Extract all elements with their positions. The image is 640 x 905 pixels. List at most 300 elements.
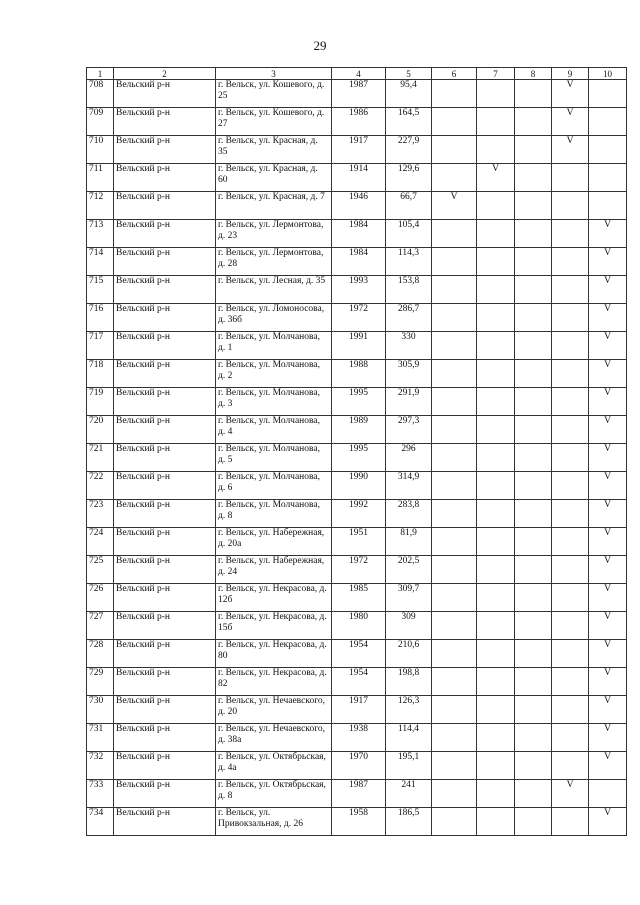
address-cell: г. Вельск, ул. Красная, д. 7 — [216, 192, 332, 220]
row-number-cell: 733 — [87, 780, 114, 808]
year-cell: 1984 — [332, 248, 386, 276]
address-cell: г. Вельск, ул. Ломоносова, д. 36б — [216, 304, 332, 332]
table-row — [87, 164, 627, 192]
mark-cell-col10 — [589, 108, 627, 136]
mark-cell-col8 — [515, 696, 552, 724]
row-number-cell: 716 — [87, 304, 114, 332]
year-cell: 1989 — [332, 416, 386, 444]
row-number-cell: 710 — [87, 136, 114, 164]
column-number-header: 8 — [515, 68, 552, 80]
mark-cell-col9: V — [552, 136, 589, 164]
year-cell: 1986 — [332, 108, 386, 136]
mark-cell-col9 — [552, 444, 589, 472]
mark-cell-col6 — [432, 416, 477, 444]
area-cell: 330 — [386, 332, 432, 360]
mark-cell-col9 — [552, 808, 589, 836]
mark-cell-col9 — [552, 220, 589, 248]
area-cell: 198,8 — [386, 668, 432, 696]
mark-cell-col6 — [432, 640, 477, 668]
mark-cell-col7: V — [477, 164, 515, 192]
year-cell: 1987 — [332, 80, 386, 108]
column-number-header: 4 — [332, 68, 386, 80]
district-cell: Вельский р-н — [114, 416, 216, 444]
mark-cell-col10 — [589, 164, 627, 192]
mark-cell-col9: V — [552, 108, 589, 136]
mark-cell-col10: V — [589, 444, 627, 472]
address-cell: г. Вельск, ул. Лесная, д. 35 — [216, 276, 332, 304]
table-row — [87, 136, 627, 164]
mark-cell-col10: V — [589, 556, 627, 584]
row-number-cell: 734 — [87, 808, 114, 836]
row-number-cell: 714 — [87, 248, 114, 276]
mark-cell-col9 — [552, 584, 589, 612]
district-cell: Вельский р-н — [114, 472, 216, 500]
mark-cell-col8 — [515, 752, 552, 780]
mark-cell-col10: V — [589, 584, 627, 612]
row-number-cell: 719 — [87, 388, 114, 416]
mark-cell-col6 — [432, 472, 477, 500]
row-number-cell: 721 — [87, 444, 114, 472]
row-number-cell: 712 — [87, 192, 114, 220]
mark-cell-col8 — [515, 584, 552, 612]
area-cell: 241 — [386, 780, 432, 808]
year-cell: 1995 — [332, 388, 386, 416]
table-row — [87, 668, 627, 696]
row-number-cell: 718 — [87, 360, 114, 388]
mark-cell-col7 — [477, 500, 515, 528]
mark-cell-col9 — [552, 164, 589, 192]
area-cell: 297,3 — [386, 416, 432, 444]
address-cell: г. Вельск, ул. Красная, д. 60 — [216, 164, 332, 192]
mark-cell-col8 — [515, 388, 552, 416]
mark-cell-col7 — [477, 136, 515, 164]
mark-cell-col7 — [477, 248, 515, 276]
row-number-cell: 730 — [87, 696, 114, 724]
mark-cell-col8 — [515, 444, 552, 472]
year-cell: 1972 — [332, 556, 386, 584]
mark-cell-col8 — [515, 136, 552, 164]
table-row — [87, 808, 627, 836]
year-cell: 1990 — [332, 472, 386, 500]
table-row — [87, 80, 627, 108]
mark-cell-col7 — [477, 304, 515, 332]
mark-cell-col7 — [477, 192, 515, 220]
address-cell: г. Вельск, ул. Кошевого, д. 25 — [216, 80, 332, 108]
mark-cell-col7 — [477, 724, 515, 752]
mark-cell-col8 — [515, 304, 552, 332]
mark-cell-col8 — [515, 612, 552, 640]
year-cell: 1984 — [332, 220, 386, 248]
mark-cell-col7 — [477, 640, 515, 668]
mark-cell-col7 — [477, 472, 515, 500]
table-row — [87, 612, 627, 640]
year-cell: 1938 — [332, 724, 386, 752]
mark-cell-col8 — [515, 780, 552, 808]
row-number-cell: 713 — [87, 220, 114, 248]
address-cell: г. Вельск, ул. Молчанова, д. 3 — [216, 388, 332, 416]
mark-cell-col9 — [552, 640, 589, 668]
year-cell: 1917 — [332, 696, 386, 724]
district-cell: Вельский р-н — [114, 164, 216, 192]
address-cell: г. Вельск, ул. Молчанова, д. 2 — [216, 360, 332, 388]
address-cell: г. Вельск, ул. Молчанова, д. 5 — [216, 444, 332, 472]
table-row — [87, 444, 627, 472]
table-row — [87, 724, 627, 752]
address-cell: г. Вельск, ул. Некрасова, д. 15б — [216, 612, 332, 640]
year-cell: 1951 — [332, 528, 386, 556]
district-cell: Вельский р-н — [114, 108, 216, 136]
row-number-cell: 708 — [87, 80, 114, 108]
mark-cell-col10: V — [589, 612, 627, 640]
table-row — [87, 108, 627, 136]
address-cell: г. Вельск, ул. Лермонтова, д. 28 — [216, 248, 332, 276]
address-cell: г. Вельск, ул. Молчанова, д. 8 — [216, 500, 332, 528]
year-cell: 1993 — [332, 276, 386, 304]
area-cell: 81,9 — [386, 528, 432, 556]
mark-cell-col10: V — [589, 332, 627, 360]
area-cell: 105,4 — [386, 220, 432, 248]
mark-cell-col6 — [432, 556, 477, 584]
address-cell: г. Вельск, ул. Октябрьская, д. 8 — [216, 780, 332, 808]
address-cell: г. Вельск, ул. Молчанова, д. 1 — [216, 332, 332, 360]
mark-cell-col8 — [515, 668, 552, 696]
table-row — [87, 192, 627, 220]
district-cell: Вельский р-н — [114, 220, 216, 248]
year-cell: 1954 — [332, 668, 386, 696]
row-number-cell: 728 — [87, 640, 114, 668]
mark-cell-col10: V — [589, 220, 627, 248]
district-cell: Вельский р-н — [114, 696, 216, 724]
mark-cell-col10: V — [589, 360, 627, 388]
mark-cell-col7 — [477, 276, 515, 304]
mark-cell-col9 — [552, 556, 589, 584]
column-number-header: 9 — [552, 68, 589, 80]
row-number-cell: 731 — [87, 724, 114, 752]
area-cell: 291,9 — [386, 388, 432, 416]
mark-cell-col7 — [477, 752, 515, 780]
row-number-cell: 720 — [87, 416, 114, 444]
mark-cell-col7 — [477, 332, 515, 360]
page-number: 29 — [313, 38, 327, 53]
mark-cell-col8 — [515, 808, 552, 836]
table-row — [87, 584, 627, 612]
mark-cell-col6 — [432, 80, 477, 108]
mark-cell-col10: V — [589, 248, 627, 276]
mark-cell-col7 — [477, 556, 515, 584]
mark-cell-col6: V — [432, 192, 477, 220]
year-cell: 1980 — [332, 612, 386, 640]
mark-cell-col7 — [477, 808, 515, 836]
district-cell: Вельский р-н — [114, 304, 216, 332]
area-cell: 129,6 — [386, 164, 432, 192]
mark-cell-col6 — [432, 444, 477, 472]
district-cell: Вельский р-н — [114, 752, 216, 780]
table-row — [87, 276, 627, 304]
mark-cell-col8 — [515, 220, 552, 248]
mark-cell-col9 — [552, 360, 589, 388]
mark-cell-col6 — [432, 276, 477, 304]
district-cell: Вельский р-н — [114, 444, 216, 472]
area-cell: 114,4 — [386, 724, 432, 752]
column-number-header: 3 — [216, 68, 332, 80]
address-cell: г. Вельск, ул. Привокзальная, д. 26 — [216, 808, 332, 836]
year-cell: 1987 — [332, 780, 386, 808]
row-number-cell: 724 — [87, 528, 114, 556]
mark-cell-col8 — [515, 360, 552, 388]
mark-cell-col10: V — [589, 696, 627, 724]
mark-cell-col8 — [515, 108, 552, 136]
mark-cell-col8 — [515, 192, 552, 220]
address-cell: г. Вельск, ул. Молчанова, д. 6 — [216, 472, 332, 500]
table-row — [87, 500, 627, 528]
mark-cell-col6 — [432, 612, 477, 640]
mark-cell-col9 — [552, 248, 589, 276]
mark-cell-col9 — [552, 668, 589, 696]
area-cell: 186,5 — [386, 808, 432, 836]
row-number-cell: 727 — [87, 612, 114, 640]
area-cell: 305,9 — [386, 360, 432, 388]
area-cell: 126,3 — [386, 696, 432, 724]
mark-cell-col6 — [432, 360, 477, 388]
table-row — [87, 752, 627, 780]
mark-cell-col9 — [552, 696, 589, 724]
address-cell: г. Вельск, ул. Нечаевского, д. 20 — [216, 696, 332, 724]
year-cell: 1991 — [332, 332, 386, 360]
district-cell: Вельский р-н — [114, 276, 216, 304]
mark-cell-col6 — [432, 332, 477, 360]
mark-cell-col7 — [477, 584, 515, 612]
row-number-cell: 709 — [87, 108, 114, 136]
district-cell: Вельский р-н — [114, 528, 216, 556]
mark-cell-col9 — [552, 332, 589, 360]
year-cell: 1946 — [332, 192, 386, 220]
address-cell: г. Вельск, ул. Октябрьская, д. 4а — [216, 752, 332, 780]
mark-cell-col8 — [515, 164, 552, 192]
mark-cell-col9 — [552, 612, 589, 640]
mark-cell-col6 — [432, 808, 477, 836]
district-cell: Вельский р-н — [114, 724, 216, 752]
mark-cell-col8 — [515, 80, 552, 108]
address-cell: г. Вельск, ул. Лермонтова, д. 23 — [216, 220, 332, 248]
mark-cell-col10: V — [589, 640, 627, 668]
mark-cell-col9 — [552, 724, 589, 752]
table-row — [87, 640, 627, 668]
table-row — [87, 696, 627, 724]
district-cell: Вельский р-н — [114, 332, 216, 360]
mark-cell-col10 — [589, 192, 627, 220]
mark-cell-col8 — [515, 472, 552, 500]
district-cell: Вельский р-н — [114, 136, 216, 164]
area-cell: 314,9 — [386, 472, 432, 500]
table-row — [87, 360, 627, 388]
district-cell: Вельский р-н — [114, 360, 216, 388]
address-cell: г. Вельск, ул. Некрасова, д. 82 — [216, 668, 332, 696]
mark-cell-col7 — [477, 528, 515, 556]
row-number-cell: 717 — [87, 332, 114, 360]
mark-cell-col6 — [432, 248, 477, 276]
table-row — [87, 304, 627, 332]
column-number-row — [87, 68, 627, 80]
column-number-header: 7 — [477, 68, 515, 80]
mark-cell-col8 — [515, 248, 552, 276]
mark-cell-col10: V — [589, 500, 627, 528]
mark-cell-col6 — [432, 164, 477, 192]
mark-cell-col9 — [552, 472, 589, 500]
row-number-cell: 725 — [87, 556, 114, 584]
area-cell: 283,8 — [386, 500, 432, 528]
district-cell: Вельский р-н — [114, 640, 216, 668]
mark-cell-col9 — [552, 500, 589, 528]
year-cell: 1914 — [332, 164, 386, 192]
address-cell: г. Вельск, ул. Некрасова, д. 12б — [216, 584, 332, 612]
mark-cell-col8 — [515, 528, 552, 556]
mark-cell-col8 — [515, 416, 552, 444]
mark-cell-col6 — [432, 724, 477, 752]
address-cell: г. Вельск, ул. Набережная, д. 24 — [216, 556, 332, 584]
year-cell: 1958 — [332, 808, 386, 836]
mark-cell-col9 — [552, 192, 589, 220]
mark-cell-col7 — [477, 360, 515, 388]
district-cell: Вельский р-н — [114, 780, 216, 808]
mark-cell-col8 — [515, 500, 552, 528]
year-cell: 1954 — [332, 640, 386, 668]
mark-cell-col6 — [432, 108, 477, 136]
address-cell: г. Вельск, ул. Кошевого, д. 27 — [216, 108, 332, 136]
address-cell: г. Вельск, ул. Нечаевского, д. 38а — [216, 724, 332, 752]
mark-cell-col7 — [477, 388, 515, 416]
area-cell: 66,7 — [386, 192, 432, 220]
mark-cell-col7 — [477, 612, 515, 640]
table-row — [87, 472, 627, 500]
table-body — [87, 80, 627, 836]
mark-cell-col6 — [432, 780, 477, 808]
table-row — [87, 556, 627, 584]
table-row — [87, 416, 627, 444]
mark-cell-col7 — [477, 780, 515, 808]
district-cell: Вельский р-н — [114, 248, 216, 276]
row-number-cell: 732 — [87, 752, 114, 780]
mark-cell-col10 — [589, 780, 627, 808]
year-cell: 1985 — [332, 584, 386, 612]
mark-cell-col10: V — [589, 752, 627, 780]
mark-cell-col6 — [432, 752, 477, 780]
mark-cell-col6 — [432, 500, 477, 528]
mark-cell-col10: V — [589, 472, 627, 500]
address-cell: г. Вельск, ул. Молчанова, д. 4 — [216, 416, 332, 444]
mark-cell-col9 — [552, 304, 589, 332]
registry-table — [86, 67, 627, 836]
mark-cell-col10: V — [589, 416, 627, 444]
mark-cell-col8 — [515, 332, 552, 360]
district-cell: Вельский р-н — [114, 192, 216, 220]
mark-cell-col7 — [477, 668, 515, 696]
district-cell: Вельский р-н — [114, 668, 216, 696]
row-number-cell: 726 — [87, 584, 114, 612]
mark-cell-col9 — [552, 416, 589, 444]
mark-cell-col10: V — [589, 388, 627, 416]
column-number-header: 10 — [589, 68, 627, 80]
mark-cell-col9 — [552, 276, 589, 304]
mark-cell-col10: V — [589, 304, 627, 332]
row-number-cell: 722 — [87, 472, 114, 500]
mark-cell-col8 — [515, 640, 552, 668]
mark-cell-col10: V — [589, 528, 627, 556]
area-cell: 95,4 — [386, 80, 432, 108]
mark-cell-col7 — [477, 80, 515, 108]
column-number-header: 6 — [432, 68, 477, 80]
mark-cell-col9 — [552, 528, 589, 556]
column-number-header: 2 — [114, 68, 216, 80]
mark-cell-col9: V — [552, 780, 589, 808]
mark-cell-col6 — [432, 584, 477, 612]
district-cell: Вельский р-н — [114, 80, 216, 108]
district-cell: Вельский р-н — [114, 584, 216, 612]
area-cell: 309,7 — [386, 584, 432, 612]
district-cell: Вельский р-н — [114, 388, 216, 416]
mark-cell-col6 — [432, 220, 477, 248]
mark-cell-col8 — [515, 724, 552, 752]
address-cell: г. Вельск, ул. Набережная, д. 20а — [216, 528, 332, 556]
table-row — [87, 388, 627, 416]
area-cell: 114,3 — [386, 248, 432, 276]
table-row — [87, 220, 627, 248]
area-cell: 202,5 — [386, 556, 432, 584]
mark-cell-col7 — [477, 444, 515, 472]
mark-cell-col8 — [515, 276, 552, 304]
area-cell: 309 — [386, 612, 432, 640]
year-cell: 1992 — [332, 500, 386, 528]
mark-cell-col6 — [432, 696, 477, 724]
row-number-cell: 723 — [87, 500, 114, 528]
mark-cell-col10 — [589, 136, 627, 164]
mark-cell-col8 — [515, 556, 552, 584]
district-cell: Вельский р-н — [114, 500, 216, 528]
mark-cell-col7 — [477, 108, 515, 136]
mark-cell-col10: V — [589, 808, 627, 836]
column-number-header: 5 — [386, 68, 432, 80]
table-row — [87, 528, 627, 556]
area-cell: 164,5 — [386, 108, 432, 136]
district-cell: Вельский р-н — [114, 612, 216, 640]
mark-cell-col10: V — [589, 668, 627, 696]
mark-cell-col7 — [477, 220, 515, 248]
mark-cell-col7 — [477, 416, 515, 444]
mark-cell-col10: V — [589, 724, 627, 752]
area-cell: 286,7 — [386, 304, 432, 332]
mark-cell-col6 — [432, 136, 477, 164]
year-cell: 1970 — [332, 752, 386, 780]
mark-cell-col7 — [477, 696, 515, 724]
table-row — [87, 332, 627, 360]
year-cell: 1972 — [332, 304, 386, 332]
year-cell: 1995 — [332, 444, 386, 472]
mark-cell-col6 — [432, 304, 477, 332]
mark-cell-col9 — [552, 752, 589, 780]
year-cell: 1917 — [332, 136, 386, 164]
area-cell: 210,6 — [386, 640, 432, 668]
mark-cell-col9 — [552, 388, 589, 416]
year-cell: 1988 — [332, 360, 386, 388]
mark-cell-col6 — [432, 668, 477, 696]
row-number-cell: 729 — [87, 668, 114, 696]
district-cell: Вельский р-н — [114, 808, 216, 836]
mark-cell-col9: V — [552, 80, 589, 108]
address-cell: г. Вельск, ул. Некрасова, д. 80 — [216, 640, 332, 668]
column-number-header: 1 — [87, 68, 114, 80]
mark-cell-col6 — [432, 528, 477, 556]
row-number-cell: 715 — [87, 276, 114, 304]
address-cell: г. Вельск, ул. Красная, д. 35 — [216, 136, 332, 164]
